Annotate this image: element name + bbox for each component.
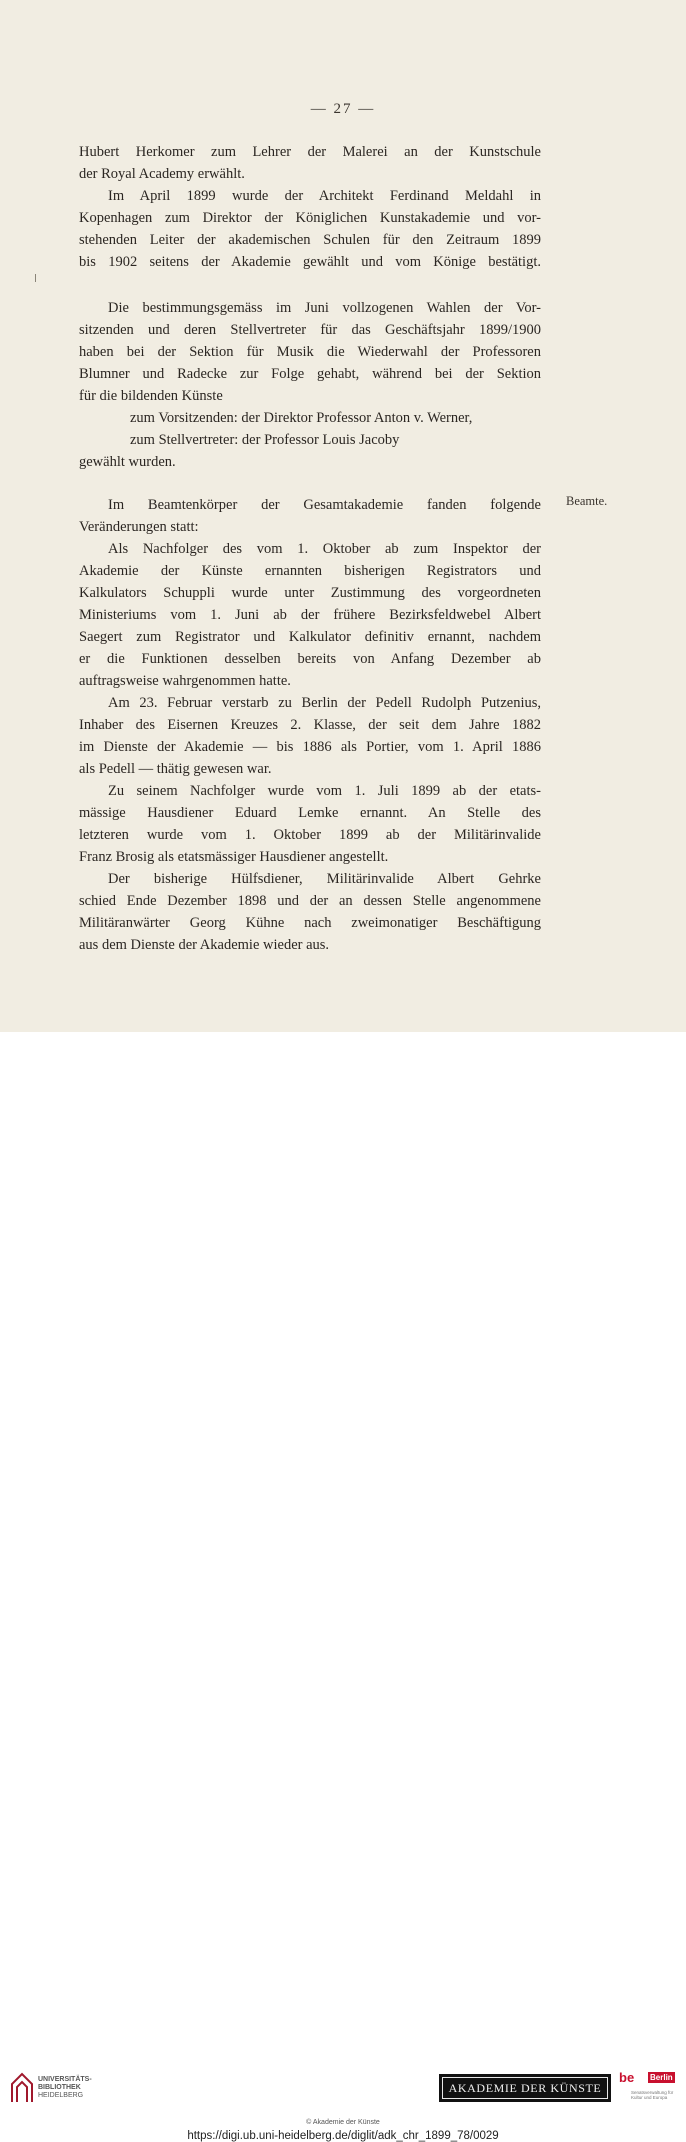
text-line: Kopenhagen zum Direktor der Königlichen Kunstakademie und vor- — [79, 210, 541, 226]
berlin-logo-badge: Berlin — [650, 2073, 673, 2082]
text-line: mässige Hausdiener Eduard Lemke ernannt. An Stelle des — [79, 805, 541, 821]
library-name — [38, 2076, 92, 2100]
text-line: Blumner und Radecke zur Folge gehabt, während bei der Sektion — [79, 366, 541, 382]
text-line: Im April 1899 wurde der Architekt Ferdinand Meldahl in — [108, 188, 541, 204]
text-line: Zu seinem Nachfolger wurde vom 1. Juli 1899 ab der etats- — [108, 783, 541, 799]
text-line: auftragsweise wahrgenommen hatte. — [79, 673, 291, 689]
page-url[interactable]: https://digi.ub.uni-heidelberg.de/diglit/adk_chr_1899_78/0029 — [187, 2130, 499, 2142]
university-library-logo-icon — [8, 2070, 36, 2106]
text-line: der Royal Academy erwählt. — [79, 166, 245, 182]
page-number: — 27 — — [310, 101, 376, 117]
text-line: Veränderungen statt: — [79, 519, 199, 535]
text-line: zum Stellvertreter: der Professor Louis Jacoby — [130, 432, 400, 448]
viewer-footer — [0, 1032, 686, 2142]
berlin-logo-be: be — [619, 2070, 635, 2085]
text-line: Militäranwärter Georg Kühne nach zweimonatiger Beschäftigung — [79, 915, 541, 931]
text-line: Akademie der Künste ernannten bisherigen Registrators und — [79, 563, 541, 579]
text-line: Saegert zum Registrator und Kalkulator definitiv ernannt, nachdem — [79, 629, 541, 645]
text-line: Ministeriums vom 1. Juni ab der frühere Bezirksfeldwebel Albert — [79, 607, 541, 623]
copyright-text: © Akademie der Künste — [306, 2119, 380, 2126]
text-line: Inhaber des Eisernen Kreuzes 2. Klasse, der seit dem Jahre 1882 — [79, 717, 541, 733]
text-line: Am 23. Februar verstarb zu Berlin der Pedell Rudolph Putzenius, — [108, 695, 541, 711]
text-line: gewählt wurden. — [79, 454, 176, 470]
text-line: haben bei der Sektion für Musik die Wiederwahl der Professoren — [79, 344, 541, 360]
text-line: zum Vorsitzenden: der Direktor Professor Anton v. Werner, — [130, 410, 473, 426]
text-line: als Pedell — thätig gewesen war. — [79, 761, 272, 777]
text-line: im Dienste der Akademie — bis 1886 als Portier, vom 1. April 1886 — [79, 739, 541, 755]
akademie-logo[interactable] — [439, 2074, 611, 2102]
berlin-logo-sub: Senatsverwaltung für Kultur und Europa — [631, 2090, 674, 2100]
text-line: Als Nachfolger des vom 1. Oktober ab zum Inspektor der — [108, 541, 541, 557]
text-line: sitzenden und deren Stellvertreter für das Geschäftsjahr 1899/1900 — [79, 322, 541, 338]
text-line: Kalkulators Schuppli wurde unter Zustimmung des vorgeordneten — [79, 585, 541, 601]
text-line: für die bildenden Künste — [79, 388, 223, 404]
text-line: aus dem Dienste der Akademie wieder aus. — [79, 937, 330, 953]
text-line: Im Beamtenkörper der Gesamtakademie fanden folgende — [108, 497, 541, 513]
akademie-logo-text: AKADEMIE DER KÜNSTE — [442, 2077, 608, 2099]
library-name-line: HEIDELBERG — [38, 2092, 84, 2099]
document-page — [0, 0, 686, 1032]
text-line: bis 1902 seitens der Akademie gewählt und vom Könige bestätigt. — [79, 254, 541, 270]
library-name-line: UNIVERSITÄTS- — [38, 2076, 92, 2083]
text-line: stehenden Leiter der akademischen Schulen für den Zeitraum 1899 — [79, 232, 541, 248]
scan-speck — [35, 274, 36, 282]
text-line: Hubert Herkomer zum Lehrer der Malerei an der Kunstschule — [79, 144, 541, 160]
text-line: Franz Brosig als etatsmässiger Hausdiener angestellt. — [79, 849, 389, 865]
text-line: schied Ende Dezember 1898 und der an dessen Stelle angenommene — [79, 893, 541, 909]
text-line: er die Funktionen desselben bereits von Anfang Dezember ab — [79, 651, 541, 667]
berlin-logo[interactable] — [619, 2070, 677, 2110]
library-name-line: BIBLIOTHEK — [38, 2084, 81, 2091]
text-line: letzteren wurde vom 1. Oktober 1899 ab der Militärinvalide — [79, 827, 541, 843]
margin-note: Beamte. — [566, 494, 608, 508]
text-line: Der bisherige Hülfsdiener, Militärinvalide Albert Gehrke — [108, 871, 541, 887]
text-line: Die bestimmungsgemäss im Juni vollzogenen Wahlen der Vor- — [108, 300, 541, 316]
